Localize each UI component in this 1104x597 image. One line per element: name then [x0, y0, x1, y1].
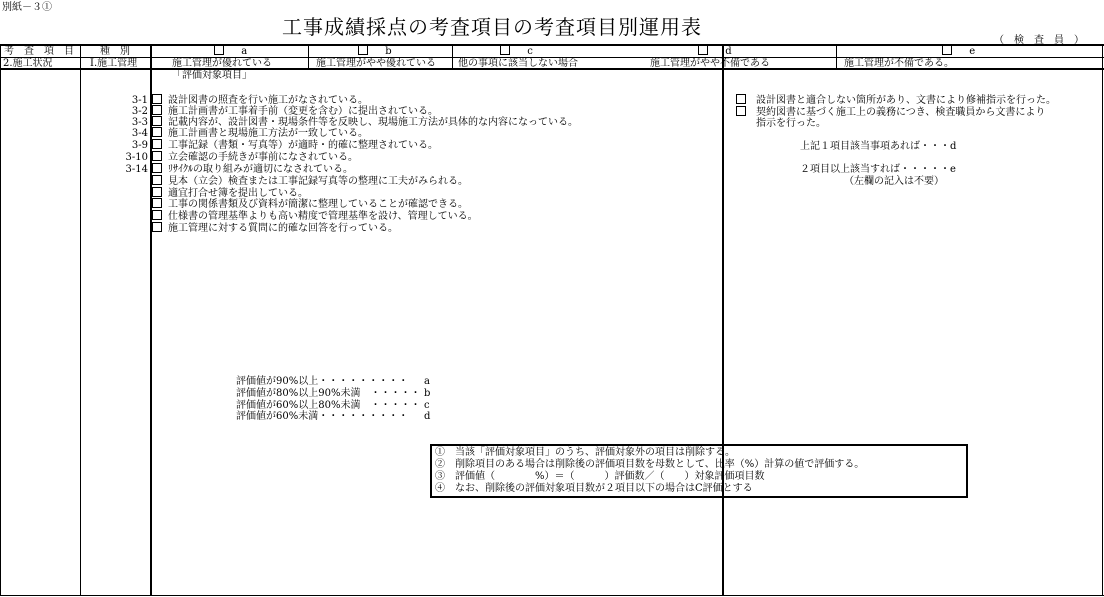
score-grade-c: c — [424, 400, 430, 411]
item-checkbox[interactable] — [152, 187, 162, 197]
de-rule-1: 上記１項目該当事項あれば・・・d — [800, 141, 957, 152]
de-item-text-2: 契約図書に基づく施工上の義務につき、検査職員から文書により — [756, 107, 1046, 118]
item-number: 3-4 — [131, 128, 148, 139]
grade-b-header — [358, 45, 392, 57]
page-title: 工事成績採点の考査項目の考査項目別運用表 — [282, 15, 702, 39]
grade-c-header — [500, 45, 533, 57]
column-divider-item — [80, 44, 81, 596]
score-grade-d: d — [424, 411, 431, 422]
de-item-2 — [736, 106, 1045, 118]
list-item — [100, 139, 438, 151]
inspector-label: （ 検 査 員 ） — [994, 35, 1084, 46]
table-left-border — [0, 44, 1, 596]
item-checkbox[interactable] — [152, 127, 162, 137]
grade-b-desc: 施工管理がやや優れている — [316, 58, 436, 69]
grade-b-checkbox[interactable] — [358, 45, 368, 55]
score-range-b: 評価値が80%以上90%未満 ・・・・・ — [236, 388, 421, 399]
column-divider-ab — [308, 44, 309, 69]
item-text: 見本（立会）検査または工事記録写真等の整理に工夫がみられる。 — [168, 176, 468, 187]
list-item — [100, 127, 368, 139]
de-rule-2-note: （左欄の記入は不要） — [844, 176, 944, 187]
eval-heading: 「評価対象項目」 — [172, 70, 252, 81]
column-divider-cd — [722, 44, 724, 596]
de-item-1 — [736, 94, 1056, 106]
item-checkbox[interactable] — [152, 94, 162, 104]
grade-d-header — [698, 45, 732, 57]
item-text: 施工計画書が工事着手前（変更を含む）に提出されている。 — [168, 106, 438, 117]
note-3: ③ 評価値（ %）＝（ ）評価数／（ ）対象評価項目数 — [435, 471, 765, 482]
grade-a-letter: a — [241, 46, 248, 57]
list-item — [100, 175, 468, 187]
item-text: 施工管理に対する質問に的確な回答を行っている。 — [168, 223, 398, 234]
grade-d-letter: d — [725, 46, 732, 57]
list-item — [100, 151, 358, 163]
de-item-2-continued: 指示を行った。 — [756, 118, 826, 129]
de-item-text-1: 設計図書と適合しない箇所があり、文書により修補指示を行った。 — [756, 95, 1056, 106]
grade-c-letter: c — [527, 46, 533, 57]
grade-a-checkbox[interactable] — [214, 45, 224, 55]
item-checkbox[interactable] — [152, 222, 162, 232]
item-number: 3-9 — [131, 140, 148, 151]
item-checkbox[interactable] — [152, 116, 162, 126]
grade-e-checkbox[interactable] — [942, 45, 952, 55]
item-text: ﾘｻｲｸﾙの取り組みが適切になされている。 — [168, 164, 353, 175]
score-range-a: 評価値が90%以上・・・・・・・・・ — [236, 376, 409, 387]
grade-e-desc: 施工管理が不備である。 — [844, 58, 954, 69]
annex-label: 別紙－３① — [2, 2, 52, 13]
item-checkbox[interactable] — [152, 198, 162, 208]
header-type-label: 種 別 — [100, 46, 130, 57]
grade-b-letter: b — [385, 46, 392, 57]
item-checkbox[interactable] — [152, 163, 162, 173]
list-item — [100, 210, 478, 222]
type-name: Ⅰ.施工管理 — [90, 58, 138, 69]
score-range-d: 評価値が60%未満・・・・・・・・・ — [236, 411, 409, 422]
item-number: 3-10 — [125, 152, 148, 163]
item-checkbox[interactable] — [152, 175, 162, 185]
item-text: 工事記録（書類・写真等）が適時・的確に整理されている。 — [168, 140, 438, 151]
item-text: 立会確認の手続きが事前になされている。 — [168, 152, 358, 163]
table-top-border — [0, 44, 1104, 46]
score-range-c: 評価値が60%以上80%未満 ・・・・・ — [236, 400, 421, 411]
grade-e-header — [942, 45, 975, 57]
list-item — [100, 198, 468, 210]
score-grade-b: b — [424, 388, 431, 399]
note-4: ④ なお、削除後の評価対象項目数が２項目以下の場合はC評価とする — [435, 483, 753, 494]
item-text: 仕様書の管理基準よりも高い精度で管理基準を設け、管理している。 — [168, 211, 478, 222]
column-divider-de — [836, 44, 837, 69]
item-text: 適宜打合せ簿を提出している。 — [168, 188, 308, 199]
list-item — [100, 163, 353, 175]
grade-a-header — [214, 45, 247, 57]
de-checkbox-1[interactable] — [736, 94, 746, 104]
header-item-label: 考 査 項 目 — [4, 46, 74, 57]
grade-d-desc: 施工管理がやや不備である — [650, 58, 770, 69]
item-number: 3-1 — [131, 95, 148, 106]
item-checkbox[interactable] — [152, 139, 162, 149]
item-text: 記載内容が、設計図書・現場条件等を反映し、現場施工方法が具体的な内容になっている。 — [168, 117, 578, 128]
grade-a-desc: 施工管理が優れている — [172, 58, 272, 69]
grade-d-checkbox[interactable] — [698, 45, 708, 55]
item-text: 施工計画書と現場施工方法が一致している。 — [168, 128, 368, 139]
item-checkbox[interactable] — [152, 105, 162, 115]
de-rule-2: ２項目以上該当すれば・・・・・e — [800, 164, 956, 175]
item-name: 2.施工状況 — [3, 58, 53, 69]
de-checkbox-2[interactable] — [736, 106, 746, 116]
item-text: 工事の関係書類及び資料が簡潔に整理していることが確認できる。 — [168, 199, 468, 210]
list-item — [100, 222, 398, 234]
notes-box — [430, 444, 968, 498]
grade-c-checkbox[interactable] — [500, 45, 510, 55]
grade-e-letter: e — [969, 46, 976, 57]
item-number: 3-2 — [131, 106, 148, 117]
grade-c-desc: 他の事項に該当しない場合 — [458, 58, 578, 69]
table-right-border — [1102, 44, 1103, 596]
note-1: ① 当該「評価対象項目」のうち、評価対象外の項目は削除する。 — [435, 447, 735, 458]
item-text: 設計図書の照査を行い施工がなされている。 — [168, 95, 368, 106]
score-grade-a: a — [424, 376, 430, 387]
item-number: 3-14 — [125, 164, 148, 175]
note-2: ② 削除項目のある場合は削除後の評価項目数を母数として、比率（%）計算の値で評価する。 — [435, 459, 865, 470]
table-bottom-border — [0, 595, 1104, 596]
item-checkbox[interactable] — [152, 151, 162, 161]
item-checkbox[interactable] — [152, 210, 162, 220]
item-number: 3-3 — [131, 117, 148, 128]
column-divider-bc — [452, 44, 453, 69]
